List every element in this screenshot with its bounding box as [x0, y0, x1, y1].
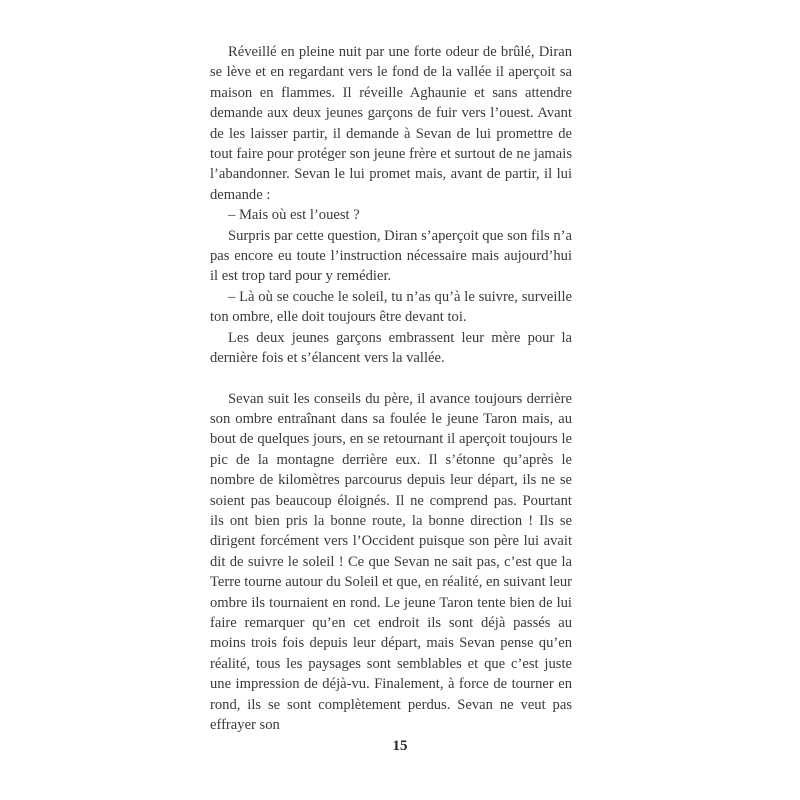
page-number: 15 — [392, 738, 408, 754]
paragraph: Réveillé en pleine nuit par une forte odeur de brûlé, Diran se lève et en regardant vers le fond de la vallée il aperçoit sa maison en flammes. Il réveille Aghaunie et sans attendre demande aux deux jeunes garçons de fuir vers l’ouest. Avant de les laisser partir, il demande à Sevan de lui promettre de tout faire pour protéger son jeune frère et surtout de ne jamais l’abandonner. Sevan le lui promet mais, avant de partir, il lui demande : — [210, 44, 572, 203]
paragraph: Sevan suit les conseils du père, il avance toujours derrière son ombre entraînant dans sa foulée le jeune Taron mais, au bout de quelques jours, en se retournant il aperçoit toujours le pic de la montagne derrière eux. Il s’étonne qu’après le nombre de kilomètres parcourus depuis leur départ, ils ne se soient pas beaucoup éloignés. Il ne comprend pas. Pourtant ils ont bien pris la bonne route, la bonne direction ! Ils se dirigent forcément vers l’Occident puisque son père lui avait dit de suivre le soleil ! Ce que Sevan ne sait pas, c’est que la Terre tourne autour du Soleil et que, en réalité, en suivant leur ombre ils tournaient en rond. Le jeune Taron tente bien de lui faire remarquer qu’en cet endroit ils sont déjà passés au moins trois fois depuis leur départ, mais Sevan pense qu’en réalité, tous les paysages sont semblables et que c’est juste une impression de déjà-vu. Finalement, à force de tourner en rond, ils se sont complètement perdus. Sevan ne veut pas effrayer son — [210, 390, 572, 733]
paragraph: Surpris par cette question, Diran s’aperçoit que son fils n’a pas encore eu toute l’instruction nécessaire mais aujourd’hui il est trop tard pour y remédier. — [210, 227, 572, 285]
dialogue-line: – Mais où est l’ouest ? — [228, 207, 360, 224]
body-text — [210, 42, 572, 735]
paragraph: Les deux jeunes garçons embrassent leur mère pour la dernière fois et s’élancent vers la vallée. — [210, 329, 572, 367]
dialogue-line: – Là où se couche le soleil, tu n’as qu’à le suivre, surveille ton ombre, elle doit toujours être devant toi. — [210, 288, 572, 326]
section-break — [210, 369, 572, 389]
